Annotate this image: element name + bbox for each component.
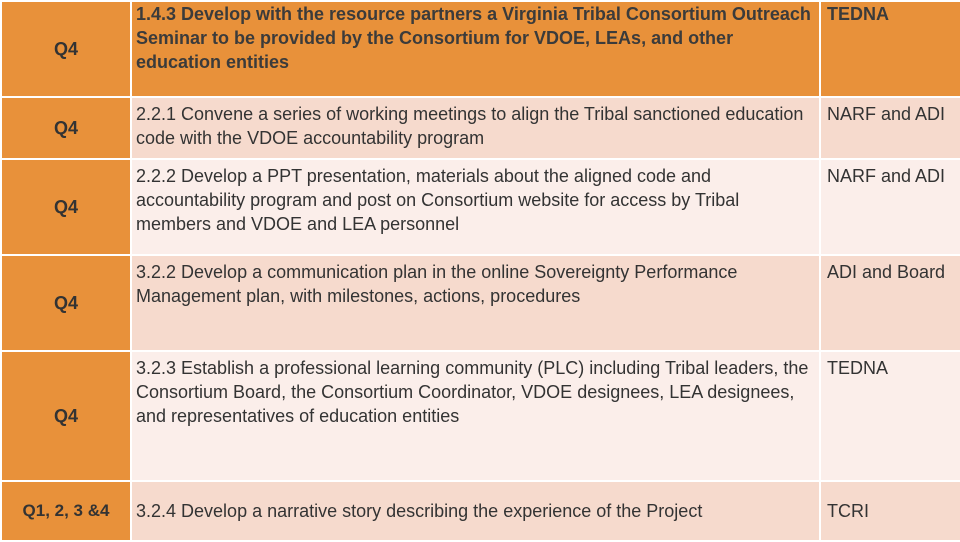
task-text: 3.2.2 Develop a communication plan in the online Sovereignty Performance Management plan, with milestones, actions, procedures — [136, 262, 738, 306]
task-cell — [131, 351, 820, 481]
partner-text: NARF and ADI — [827, 166, 946, 186]
partner-text: ADI and Board — [827, 262, 946, 282]
quarter-cell: Q1, 2, 3 &4 — [1, 481, 131, 541]
task-text: 2.2.1 Convene a series of working meetings to align the Tribal sanctioned education code with the VDOE accountability program — [136, 104, 804, 148]
partner-text: TCRI — [827, 501, 869, 521]
partner-cell — [820, 255, 960, 351]
task-cell — [131, 97, 820, 159]
partner-cell — [820, 1, 960, 97]
partner-cell — [820, 97, 960, 159]
partner-text: NARF and ADI — [827, 104, 946, 124]
task-text: 2.2.2 Develop a PPT presentation, materials about the aligned code and accountability program and post on Consortium website for access by Tribal members and VDOE and LEA personnel — [136, 166, 740, 234]
task-cell — [131, 481, 820, 541]
table-row — [1, 1, 960, 97]
quarter-cell: Q4 — [1, 351, 131, 481]
table-row — [1, 159, 960, 255]
table-row — [1, 481, 960, 541]
task-cell — [131, 159, 820, 255]
task-text: 3.2.3 Establish a professional learning community (PLC) including Tribal leaders, the Consortium Board, the Consortium Coordinator, VDOE designees, LEA designees, and representatives of education entities — [136, 358, 809, 426]
quarter-cell: Q4 — [1, 1, 131, 97]
quarter-cell: Q4 — [1, 159, 131, 255]
partner-text: TEDNA — [827, 358, 889, 378]
task-cell — [131, 255, 820, 351]
table-row — [1, 97, 960, 159]
table-row — [1, 351, 960, 481]
partner-cell — [820, 351, 960, 481]
partner-text: TEDNA — [827, 4, 889, 24]
table-row — [1, 255, 960, 351]
partner-cell — [820, 159, 960, 255]
task-cell — [131, 1, 820, 97]
quarter-cell: Q4 — [1, 255, 131, 351]
task-text: 1.4.3 Develop with the resource partners a Virginia Tribal Consortium Outreach Seminar to be provided by the Consortium for VDOE, LEAs, and other education entities — [136, 4, 811, 72]
partner-cell — [820, 481, 960, 541]
quarter-cell: Q4 — [1, 97, 131, 159]
task-text: 3.2.4 Develop a narrative story describing the experience of the Project — [136, 501, 703, 521]
